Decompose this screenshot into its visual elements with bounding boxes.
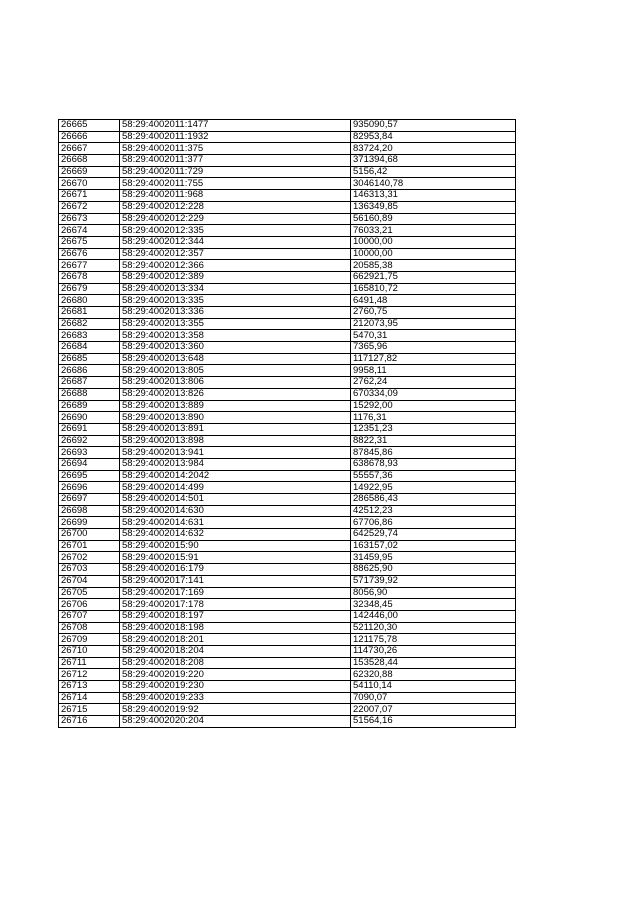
row-number-cell: 26712 [59, 669, 120, 681]
table-row [59, 201, 516, 213]
cadastral-number-cell: 58:29:4002011:968 [120, 190, 351, 202]
table-row [59, 645, 516, 657]
cadastral-number-cell: 58:29:4002018:204 [120, 645, 351, 657]
cadastral-number-cell: 58:29:4002018:201 [120, 634, 351, 646]
table-row [59, 716, 516, 728]
cadastral-number-cell: 58:29:4002013:941 [120, 447, 351, 459]
row-number-cell: 26701 [59, 540, 120, 552]
cadastral-number-cell: 58:29:4002012:344 [120, 236, 351, 248]
table-row [59, 388, 516, 400]
row-number-cell: 26692 [59, 435, 120, 447]
table-row [59, 330, 516, 342]
row-number-cell: 26707 [59, 610, 120, 622]
table-row [59, 470, 516, 482]
table-row [59, 681, 516, 693]
row-number-cell: 26669 [59, 166, 120, 178]
row-number-cell: 26698 [59, 505, 120, 517]
row-number-cell: 26666 [59, 131, 120, 143]
table-row [59, 225, 516, 237]
table-row [59, 307, 516, 319]
cadastral-number-cell: 58:29:4002015:90 [120, 540, 351, 552]
cadastral-number-cell: 58:29:4002013:355 [120, 318, 351, 330]
row-number-cell: 26708 [59, 622, 120, 634]
value-cell: 42512,23 [351, 505, 516, 517]
row-number-cell: 26684 [59, 342, 120, 354]
table-row [59, 564, 516, 576]
cadastral-number-cell: 58:29:4002013:336 [120, 307, 351, 319]
value-cell: 165810,72 [351, 283, 516, 295]
row-number-cell: 26686 [59, 365, 120, 377]
cadastral-number-cell: 58:29:4002015:91 [120, 552, 351, 564]
value-cell: 7090,07 [351, 692, 516, 704]
cadastral-number-cell: 58:29:4002013:890 [120, 412, 351, 424]
cadastral-number-cell: 58:29:4002013:889 [120, 400, 351, 412]
value-cell: 935090,57 [351, 120, 516, 132]
value-cell: 56160,89 [351, 213, 516, 225]
cadastral-number-cell: 58:29:4002012:335 [120, 225, 351, 237]
table-body [59, 120, 516, 728]
value-cell: 20585,38 [351, 260, 516, 272]
cadastral-number-cell: 58:29:4002011:1477 [120, 120, 351, 132]
row-number-cell: 26710 [59, 645, 120, 657]
value-cell: 2762,24 [351, 377, 516, 389]
table-row [59, 400, 516, 412]
cadastral-number-cell: 58:29:4002013:826 [120, 388, 351, 400]
value-cell: 121175,78 [351, 634, 516, 646]
table-row [59, 353, 516, 365]
row-number-cell: 26713 [59, 681, 120, 693]
row-number-cell: 26716 [59, 716, 120, 728]
cadastral-number-cell: 58:29:4002012:357 [120, 248, 351, 260]
value-cell: 670334,09 [351, 388, 516, 400]
cadastral-number-cell: 58:29:4002014:631 [120, 517, 351, 529]
row-number-cell: 26680 [59, 295, 120, 307]
table-row [59, 178, 516, 190]
row-number-cell: 26693 [59, 447, 120, 459]
table-row [59, 155, 516, 167]
row-number-cell: 26675 [59, 236, 120, 248]
row-number-cell: 26699 [59, 517, 120, 529]
cadastral-number-cell: 58:29:4002018:197 [120, 610, 351, 622]
value-cell: 62320,88 [351, 669, 516, 681]
cadastral-number-cell: 58:29:4002014:501 [120, 494, 351, 506]
cadastral-number-cell: 58:29:4002019:233 [120, 692, 351, 704]
cadastral-number-cell: 58:29:4002020:204 [120, 716, 351, 728]
value-cell: 8056,90 [351, 587, 516, 599]
row-number-cell: 26706 [59, 599, 120, 611]
row-number-cell: 26705 [59, 587, 120, 599]
value-cell: 10000,00 [351, 236, 516, 248]
value-cell: 212073,95 [351, 318, 516, 330]
row-number-cell: 26665 [59, 120, 120, 132]
cadastral-number-cell: 58:29:4002013:360 [120, 342, 351, 354]
value-cell: 638678,93 [351, 458, 516, 470]
table-row [59, 190, 516, 202]
cadastral-number-cell: 58:29:4002012:366 [120, 260, 351, 272]
table-row [59, 505, 516, 517]
cadastral-number-cell: 58:29:4002012:229 [120, 213, 351, 225]
row-number-cell: 26678 [59, 271, 120, 283]
value-cell: 1176,31 [351, 412, 516, 424]
row-number-cell: 26711 [59, 657, 120, 669]
table-row [59, 213, 516, 225]
cadastral-number-cell: 58:29:4002011:375 [120, 143, 351, 155]
row-number-cell: 26704 [59, 575, 120, 587]
value-cell: 163157,02 [351, 540, 516, 552]
cadastral-number-cell: 58:29:4002016:179 [120, 564, 351, 576]
row-number-cell: 26709 [59, 634, 120, 646]
row-number-cell: 26695 [59, 470, 120, 482]
table-row [59, 599, 516, 611]
value-cell: 8822,31 [351, 435, 516, 447]
value-cell: 10000,00 [351, 248, 516, 260]
table-row [59, 540, 516, 552]
cadastral-number-cell: 58:29:4002019:92 [120, 704, 351, 716]
cadastral-number-cell: 58:29:4002013:806 [120, 377, 351, 389]
table-row [59, 458, 516, 470]
table-row [59, 120, 516, 132]
row-number-cell: 26703 [59, 564, 120, 576]
cadastral-number-cell: 58:29:4002013:891 [120, 423, 351, 435]
table-row [59, 260, 516, 272]
value-cell: 5156,42 [351, 166, 516, 178]
value-cell: 153528,44 [351, 657, 516, 669]
table-row [59, 236, 516, 248]
row-number-cell: 26667 [59, 143, 120, 155]
row-number-cell: 26691 [59, 423, 120, 435]
value-cell: 571739,92 [351, 575, 516, 587]
value-cell: 9958,11 [351, 365, 516, 377]
row-number-cell: 26668 [59, 155, 120, 167]
value-cell: 114730,26 [351, 645, 516, 657]
value-cell: 2760,75 [351, 307, 516, 319]
cadastral-number-cell: 58:29:4002013:648 [120, 353, 351, 365]
table-row [59, 494, 516, 506]
row-number-cell: 26697 [59, 494, 120, 506]
row-number-cell: 26676 [59, 248, 120, 260]
cadastral-number-cell: 58:29:4002014:632 [120, 529, 351, 541]
cadastral-number-cell: 58:29:4002011:729 [120, 166, 351, 178]
value-cell: 5470,31 [351, 330, 516, 342]
cadastral-number-cell: 58:29:4002019:230 [120, 681, 351, 693]
cadastral-number-cell: 58:29:4002017:178 [120, 599, 351, 611]
value-cell: 3046140,78 [351, 178, 516, 190]
cadastral-number-cell: 58:29:4002014:630 [120, 505, 351, 517]
row-number-cell: 26670 [59, 178, 120, 190]
value-cell: 146313,31 [351, 190, 516, 202]
value-cell: 67706,86 [351, 517, 516, 529]
table-row [59, 283, 516, 295]
table-row [59, 529, 516, 541]
row-number-cell: 26690 [59, 412, 120, 424]
value-cell: 662921,75 [351, 271, 516, 283]
cadastral-number-cell: 58:29:4002017:169 [120, 587, 351, 599]
cadastral-number-cell: 58:29:4002013:805 [120, 365, 351, 377]
table-row [59, 271, 516, 283]
row-number-cell: 26681 [59, 307, 120, 319]
table-row [59, 587, 516, 599]
table-row [59, 669, 516, 681]
row-number-cell: 26689 [59, 400, 120, 412]
cadastral-number-cell: 58:29:4002013:334 [120, 283, 351, 295]
row-number-cell: 26694 [59, 458, 120, 470]
row-number-cell: 26682 [59, 318, 120, 330]
table-row [59, 365, 516, 377]
row-number-cell: 26688 [59, 388, 120, 400]
row-number-cell: 26671 [59, 190, 120, 202]
value-cell: 136349,85 [351, 201, 516, 213]
cadastral-number-cell: 58:29:4002019:220 [120, 669, 351, 681]
table-row [59, 342, 516, 354]
row-number-cell: 26674 [59, 225, 120, 237]
cadastral-value-table [58, 119, 516, 728]
value-cell: 83724,20 [351, 143, 516, 155]
value-cell: 15292,00 [351, 400, 516, 412]
table-row [59, 634, 516, 646]
cadastral-number-cell: 58:29:4002017:141 [120, 575, 351, 587]
table-row [59, 517, 516, 529]
cadastral-number-cell: 58:29:4002013:358 [120, 330, 351, 342]
value-cell: 14922,95 [351, 482, 516, 494]
cadastral-number-cell: 58:29:4002012:228 [120, 201, 351, 213]
value-cell: 371394,68 [351, 155, 516, 167]
table-row [59, 447, 516, 459]
table-row [59, 131, 516, 143]
value-cell: 12351,23 [351, 423, 516, 435]
row-number-cell: 26687 [59, 377, 120, 389]
cadastral-number-cell: 58:29:4002018:208 [120, 657, 351, 669]
table-row [59, 704, 516, 716]
value-cell: 87845,86 [351, 447, 516, 459]
row-number-cell: 26685 [59, 353, 120, 365]
cadastral-number-cell: 58:29:4002013:984 [120, 458, 351, 470]
value-cell: 142446,00 [351, 610, 516, 622]
value-cell: 76033,21 [351, 225, 516, 237]
table-row [59, 248, 516, 260]
value-cell: 82953,84 [351, 131, 516, 143]
value-cell: 88625,90 [351, 564, 516, 576]
value-cell: 32348,45 [351, 599, 516, 611]
row-number-cell: 26715 [59, 704, 120, 716]
row-number-cell: 26673 [59, 213, 120, 225]
cadastral-number-cell: 58:29:4002013:898 [120, 435, 351, 447]
row-number-cell: 26696 [59, 482, 120, 494]
row-number-cell: 26677 [59, 260, 120, 272]
cadastral-number-cell: 58:29:4002011:377 [120, 155, 351, 167]
cadastral-number-cell: 58:29:4002018:198 [120, 622, 351, 634]
value-cell: 55557,36 [351, 470, 516, 482]
table-row [59, 482, 516, 494]
cadastral-number-cell: 58:29:4002013:335 [120, 295, 351, 307]
value-cell: 117127,82 [351, 353, 516, 365]
table-row [59, 143, 516, 155]
row-number-cell: 26683 [59, 330, 120, 342]
table-row [59, 610, 516, 622]
table-row [59, 423, 516, 435]
value-cell: 31459,95 [351, 552, 516, 564]
value-cell: 521120,30 [351, 622, 516, 634]
table-row [59, 318, 516, 330]
table-row [59, 657, 516, 669]
value-cell: 22007,07 [351, 704, 516, 716]
cadastral-number-cell: 58:29:4002011:755 [120, 178, 351, 190]
row-number-cell: 26679 [59, 283, 120, 295]
table-row [59, 412, 516, 424]
row-number-cell: 26702 [59, 552, 120, 564]
value-cell: 51564,16 [351, 716, 516, 728]
table-row [59, 166, 516, 178]
value-cell: 6491,48 [351, 295, 516, 307]
value-cell: 7365,96 [351, 342, 516, 354]
cadastral-number-cell: 58:29:4002011:1932 [120, 131, 351, 143]
cadastral-number-cell: 58:29:4002012:389 [120, 271, 351, 283]
cadastral-number-cell: 58:29:4002014:2042 [120, 470, 351, 482]
value-cell: 286586,43 [351, 494, 516, 506]
table-row [59, 575, 516, 587]
row-number-cell: 26714 [59, 692, 120, 704]
table-row [59, 692, 516, 704]
table-row [59, 622, 516, 634]
table-row [59, 552, 516, 564]
row-number-cell: 26700 [59, 529, 120, 541]
cadastral-number-cell: 58:29:4002014:499 [120, 482, 351, 494]
table-row [59, 295, 516, 307]
row-number-cell: 26672 [59, 201, 120, 213]
table-row [59, 377, 516, 389]
value-cell: 642529,74 [351, 529, 516, 541]
table-row [59, 435, 516, 447]
value-cell: 54110,14 [351, 681, 516, 693]
